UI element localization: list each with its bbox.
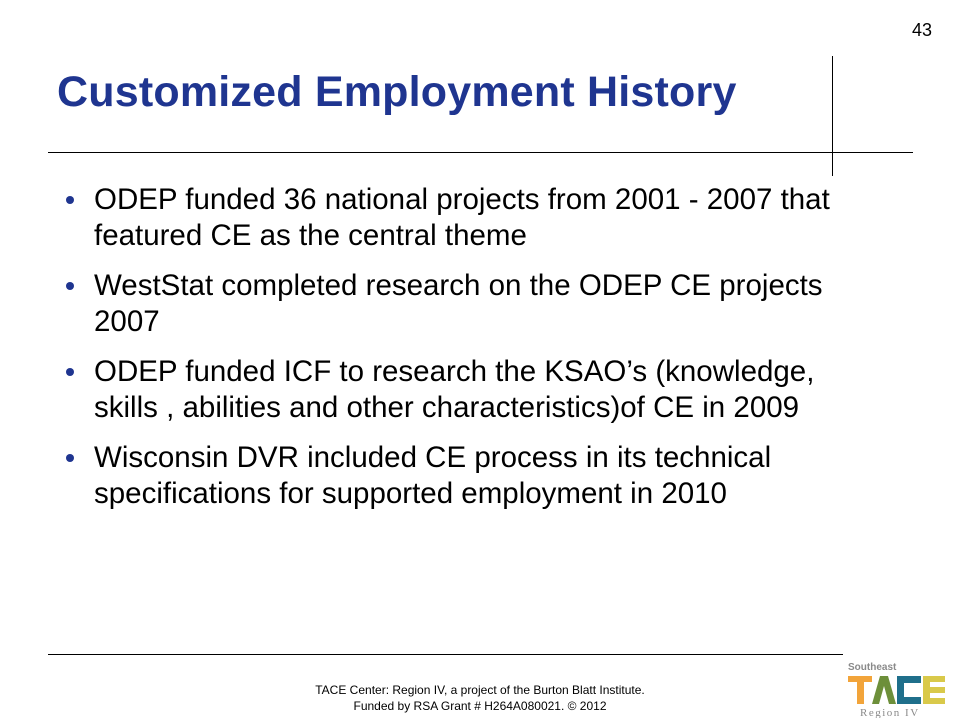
bullet-dot-icon xyxy=(66,368,74,376)
bullet-dot-icon xyxy=(66,196,74,204)
footer xyxy=(250,682,710,714)
logo-bottom-text: Region IV xyxy=(860,707,920,718)
bullet-text: ODEP funded ICF to research the KSAO’s (knowledge, skills , abilities and other characteristics)of CE in 2009 xyxy=(94,355,815,424)
footer-line-1: TACE Center: Region IV, a project of the Burton Blatt Institute. xyxy=(315,683,645,697)
logo-top-text: Southeast xyxy=(848,662,897,673)
bullet-item xyxy=(62,182,862,254)
bullet-dot-icon xyxy=(66,282,74,290)
bullet-text: ODEP funded 36 national projects from 2001 - 2007 that featured CE as the central theme xyxy=(94,183,830,252)
footer-divider xyxy=(48,654,843,655)
bullet-item xyxy=(62,354,862,426)
logo-tace-letters xyxy=(848,676,945,704)
bullet-item xyxy=(62,268,862,340)
bullet-item xyxy=(62,440,862,512)
bullet-text: WestStat completed research on the ODEP CE projects 2007 xyxy=(94,269,823,338)
slide-number: 43 xyxy=(912,20,933,40)
title-divider xyxy=(48,152,913,153)
footer-line-2: Funded by RSA Grant # H264A080021. © 2012 xyxy=(353,699,607,713)
vertical-accent-line xyxy=(832,56,833,176)
slide-title: Customized Employment History xyxy=(57,68,737,116)
tace-logo xyxy=(846,660,950,718)
bullet-text: Wisconsin DVR included CE process in its technical specifications for supported employment in 2010 xyxy=(94,441,772,510)
bullet-list xyxy=(62,182,862,526)
bullet-dot-icon xyxy=(66,454,74,462)
